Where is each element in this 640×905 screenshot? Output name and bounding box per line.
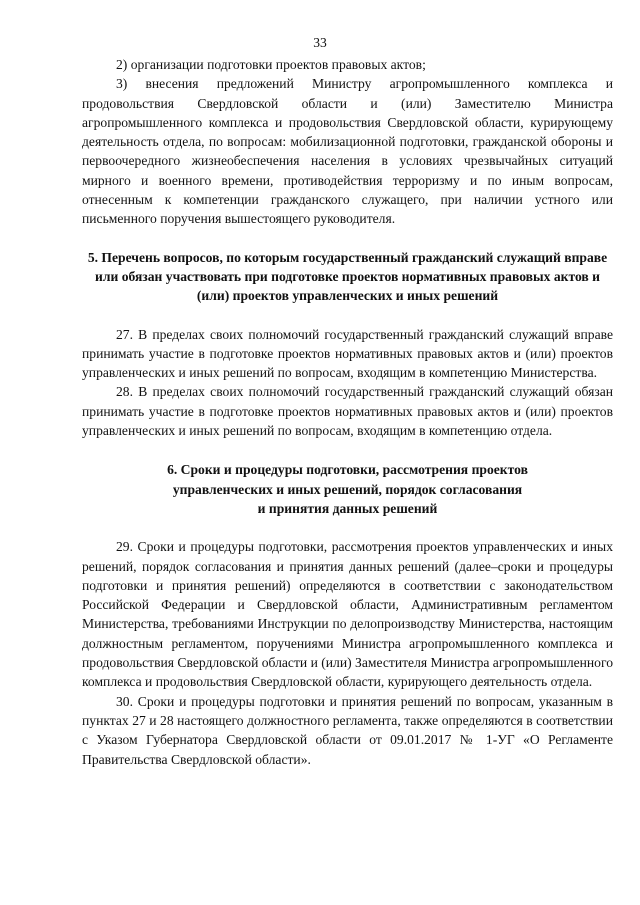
paragraph-30: 30. Сроки и процедуры подготовки и принятия решений по вопросам, указанным в пунктах 27 и 28 настоящего должностного регламента, также определяются в соответствии с Указом Губернатора Свердловской области от 09.01.2017 № 1-УГ «О Регламенте Правительства Свердловской области». [82, 693, 613, 767]
section-6-heading-line: управленческих и иных решений, порядок согласования [172, 481, 523, 497]
paragraph-27: 27. В пределах своих полномочий государственный гражданский служащий вправе принимать участие в подготовке проектов нормативных правовых актов и (или) проектов управленческих и иных решений по вопросам, входящим в компетенцию Министерства. [82, 326, 613, 381]
section-6-heading-line: и принятия данных решений [257, 500, 438, 516]
document-body [82, 55, 613, 769]
paragraph-28: 28. В пределах своих полномочий государственный гражданский служащий обязан принимать участие в подготовке проектов нормативных правовых актов и (или) проектов управленческих и иных решений по вопросам, входящим в компетенцию отдела. [82, 384, 613, 439]
section-6-heading-line: 6. Сроки и процедуры подготовки, рассмотрения проектов [167, 462, 528, 478]
paragraph-29: 29. Сроки и процедуры подготовки, рассмотрения проектов управленческих и иных решений, порядок согласования и принятия данных решений (далее–сроки и процедуры подготовки и принятия решений) определяются в соответствии с законодательством Российской Федерации и Свердловской области, Административным регламентом Министерства, требованиями Инструкции по делопроизводству Министерства, настоящим должностным регламентом, поручениями Министра агропромышленного комплекса и продовольствия Свердловской области и (или) Заместителя Министра агропромышленного комплекса и продовольствия Свердловской области, курирующего деятельность отдела. [82, 539, 614, 690]
section-6-heading [82, 460, 613, 518]
section-5-heading: 5. Перечень вопросов, по которым государственный гражданский служащий вправе или обязан участвовать при подготовке проектов нормативных правовых актов и (или) проектов управленческих и иных решений [87, 249, 608, 304]
page-number: 33 [313, 35, 327, 50]
list-item-2: 2) организации подготовки проектов правовых актов; [116, 57, 426, 72]
list-item-3: 3) внесения предложений Министру агропромышленного комплекса и продовольствия Свердловской области и (или) Заместителю Министра агропромышленного комплекса и продовольствия Свердловской области, курирующему деятельность отдела, по вопросам: мобилизационной подготовки, гражданской обороны и первоочередного жизнеобеспечения населения в условиях чрезвычайных ситуаций мирного и военного времени, противодействия терроризму и по иным вопросам, отнесенным к компетенции гражданского служащего, при наличии устного или письменного поручения вышестоящего руководителя. [82, 76, 613, 227]
